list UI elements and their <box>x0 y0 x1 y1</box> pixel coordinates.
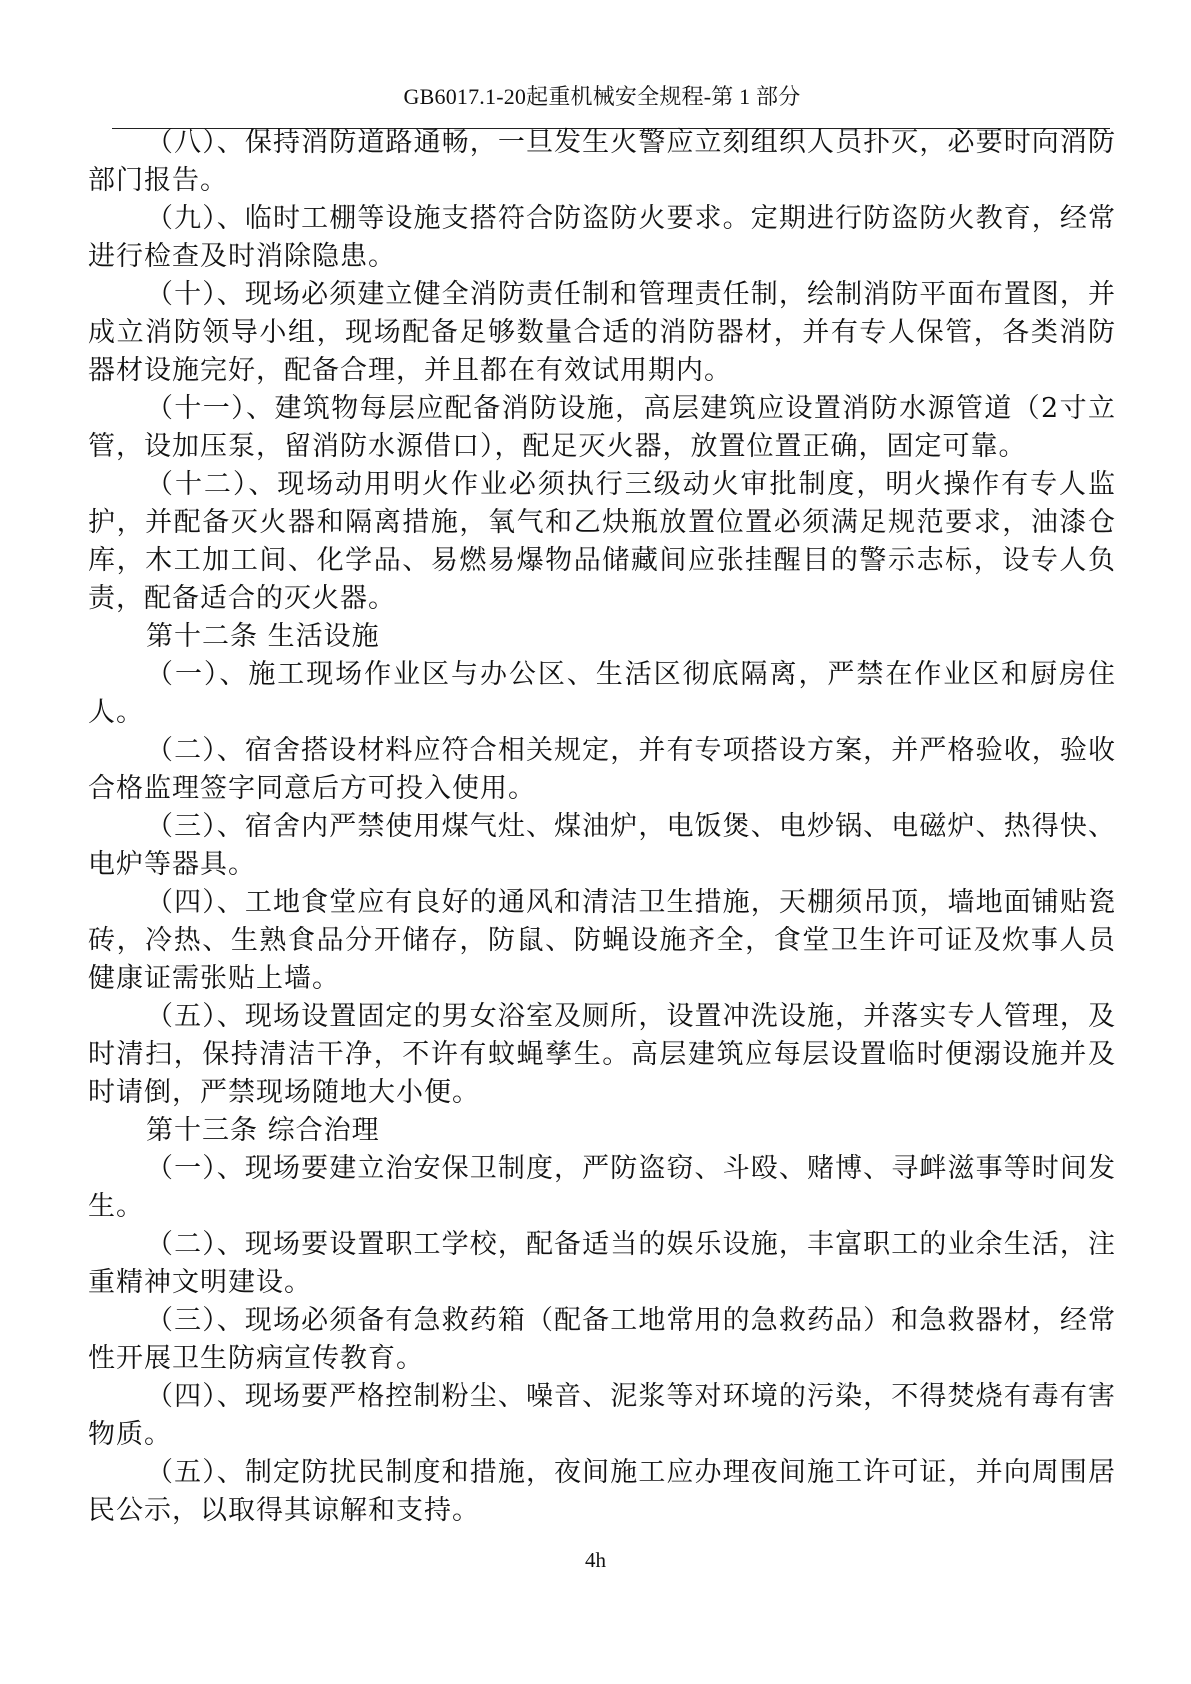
paragraph-first-aid: （三）、现场必须备有急救药箱（配备工地常用的急救药品）和急救器材，经常性开展卫生防病宣传教育。 <box>88 1305 1116 1374</box>
article-title-comprehensive-governance: 第十三条 综合治理 <box>146 1115 380 1146</box>
paragraph-security-system: （一）、现场要建立治安保卫制度，严防盗窃、斗殴、赌博、寻衅滋事等时间发生。 <box>88 1153 1116 1222</box>
paragraph-dormitory-appliances: （三）、宿舍内严禁使用煤气灶、煤油炉，电饭煲、电炒锅、电磁炉、热得快、电炉等器具。 <box>88 811 1116 880</box>
paragraph-open-fire-approval: （十二）、现场动用明火作业必须执行三级动火审批制度，明火操作有专人监护，并配备灭火器和隔离措施，氧气和乙炔瓶放置位置必须满足规范要求，油漆仓库，木工加工间、化学品、易燃易爆物品储藏间应张挂醒目的警示志标，设专人负责，配备适合的灭火器。 <box>88 469 1116 614</box>
article-title-living-facilities: 第十二条 生活设施 <box>146 621 380 652</box>
paragraph-floor-fire-facilities: （十一）、建筑物每层应配备消防设施，高层建筑应设置消防水源管道（2寸立管，设加压泵，留消防水源借口），配足灭火器，放置位置正确，固定可靠。 <box>88 393 1116 462</box>
paragraph-worker-school: （二）、现场要设置职工学校，配备适当的娱乐设施，丰富职工的业余生活，注重精神文明建设。 <box>88 1229 1116 1298</box>
paragraph-temporary-shed: （九）、临时工棚等设施支搭符合防盗防火要求。定期进行防盗防火教育，经常进行检查及时消除隐患。 <box>88 203 1116 272</box>
paragraph-fire-road: （八）、保持消防道路通畅，一旦发生火警应立刻组织人员扑灭，必要时向消防部门报告。 <box>88 127 1116 196</box>
paragraph-area-separation: （一）、施工现场作业区与办公区、生活区彻底隔离，严禁在作业区和厨房住人。 <box>88 659 1116 728</box>
paragraph-pollution-control: （四）、现场要严格控制粉尘、噪音、泥浆等对环境的污染，不得焚烧有毒有害物质。 <box>88 1381 1116 1450</box>
paragraph-bath-toilet: （五）、现场设置固定的男女浴室及厕所，设置冲洗设施，并落实专人管理，及时清扫，保持清洁干净，不许有蚊蝇孳生。高层建筑应每层设置临时便溺设施并及时请倒，严禁现场随地大小便。 <box>88 1001 1116 1108</box>
page-number: 4h <box>585 1548 606 1572</box>
paragraph-dormitory-materials: （二）、宿舍搭设材料应符合相关规定，并有专项搭设方案，并严格验收，验收合格监理签字同意后方可投入使用。 <box>88 735 1116 804</box>
paragraph-fire-responsibility: （十）、现场必须建立健全消防责任制和管理责任制，绘制消防平面布置图，并成立消防领导小组，现场配备足够数量合适的消防器材，并有专人保管，各类消防器材设施完好，配备合理，并且都在有效试用期内。 <box>88 279 1116 386</box>
paragraph-canteen-hygiene: （四）、工地食堂应有良好的通风和清洁卫生措施，天棚须吊顶，墙地面铺贴瓷砖，冷热、生熟食品分开储存，防鼠、防蝇设施齐全，食堂卫生许可证及炊事人员健康证需张贴上墙。 <box>88 887 1116 994</box>
paragraph-noise-disturbance: （五）、制定防扰民制度和措施，夜间施工应办理夜间施工许可证，并向周围居民公示，以取得其谅解和支持。 <box>88 1457 1116 1526</box>
document-body <box>88 124 1116 1530</box>
page-header: GB6017.1-20起重机械安全规程-第 1 部分 <box>403 84 801 109</box>
